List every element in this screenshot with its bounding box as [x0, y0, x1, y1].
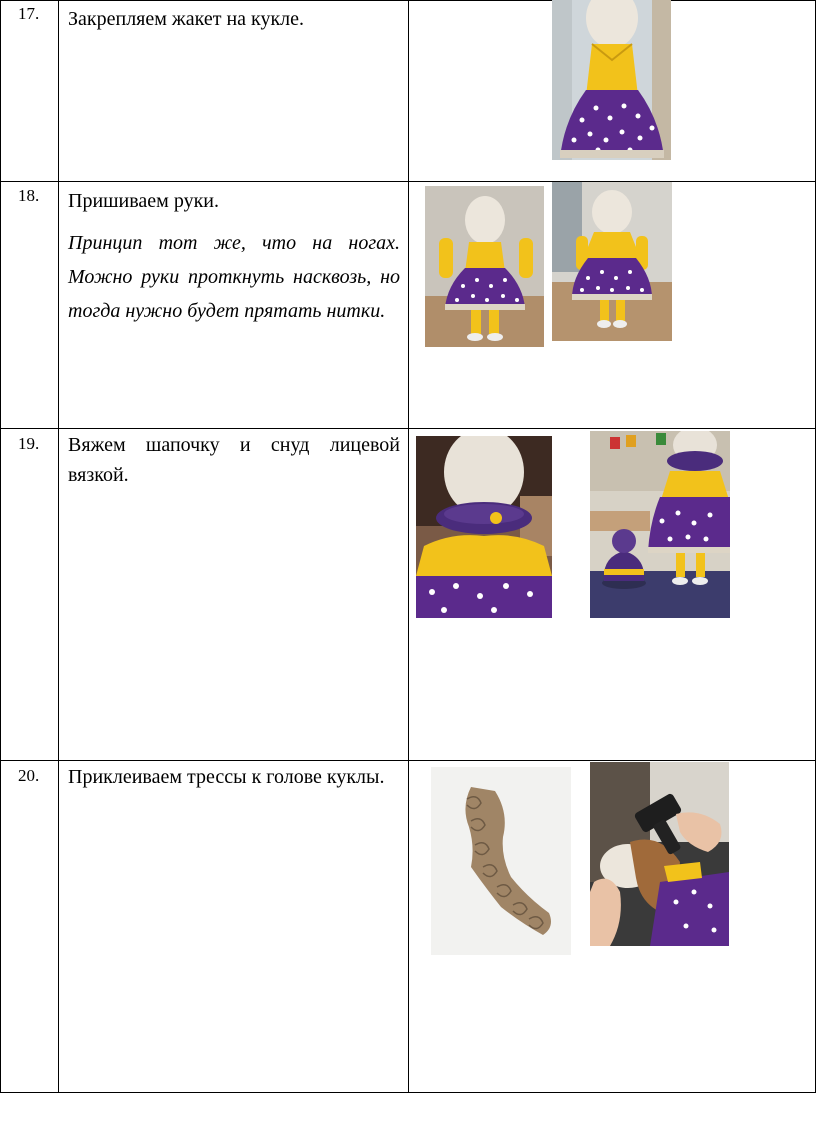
step-title: Пришиваем руки. — [68, 190, 219, 212]
step-number: 19. — [18, 434, 40, 453]
photo-doll-arms-attached — [552, 182, 672, 341]
step-number: 17. — [18, 4, 40, 23]
photo-doll-hat — [590, 431, 730, 618]
photo-doll-snood — [416, 436, 552, 618]
table-border-left — [0, 0, 1, 1093]
step-title: Закрепляем жакет на кукле. — [68, 8, 305, 30]
photo-gluing-hair — [590, 762, 729, 946]
step-note: Принцип тот же, что на ногах. Можно руки проткнуть насквозь, но тогда нужно будет прятать нитки. — [68, 232, 400, 322]
step-number: 20. — [18, 766, 40, 785]
column-divider — [408, 0, 409, 1093]
photo-hair-tresses — [431, 767, 571, 955]
step-title: Приклеиваем трессы к голове куклы. — [68, 766, 385, 788]
photo-doll-arms-separate — [425, 186, 544, 347]
photo-doll-jacket — [552, 0, 671, 160]
step-number: 18. — [18, 186, 40, 205]
step-title: Вяжем шапочку и снуд лицевой вязкой. — [68, 434, 400, 486]
column-divider — [58, 0, 59, 1093]
